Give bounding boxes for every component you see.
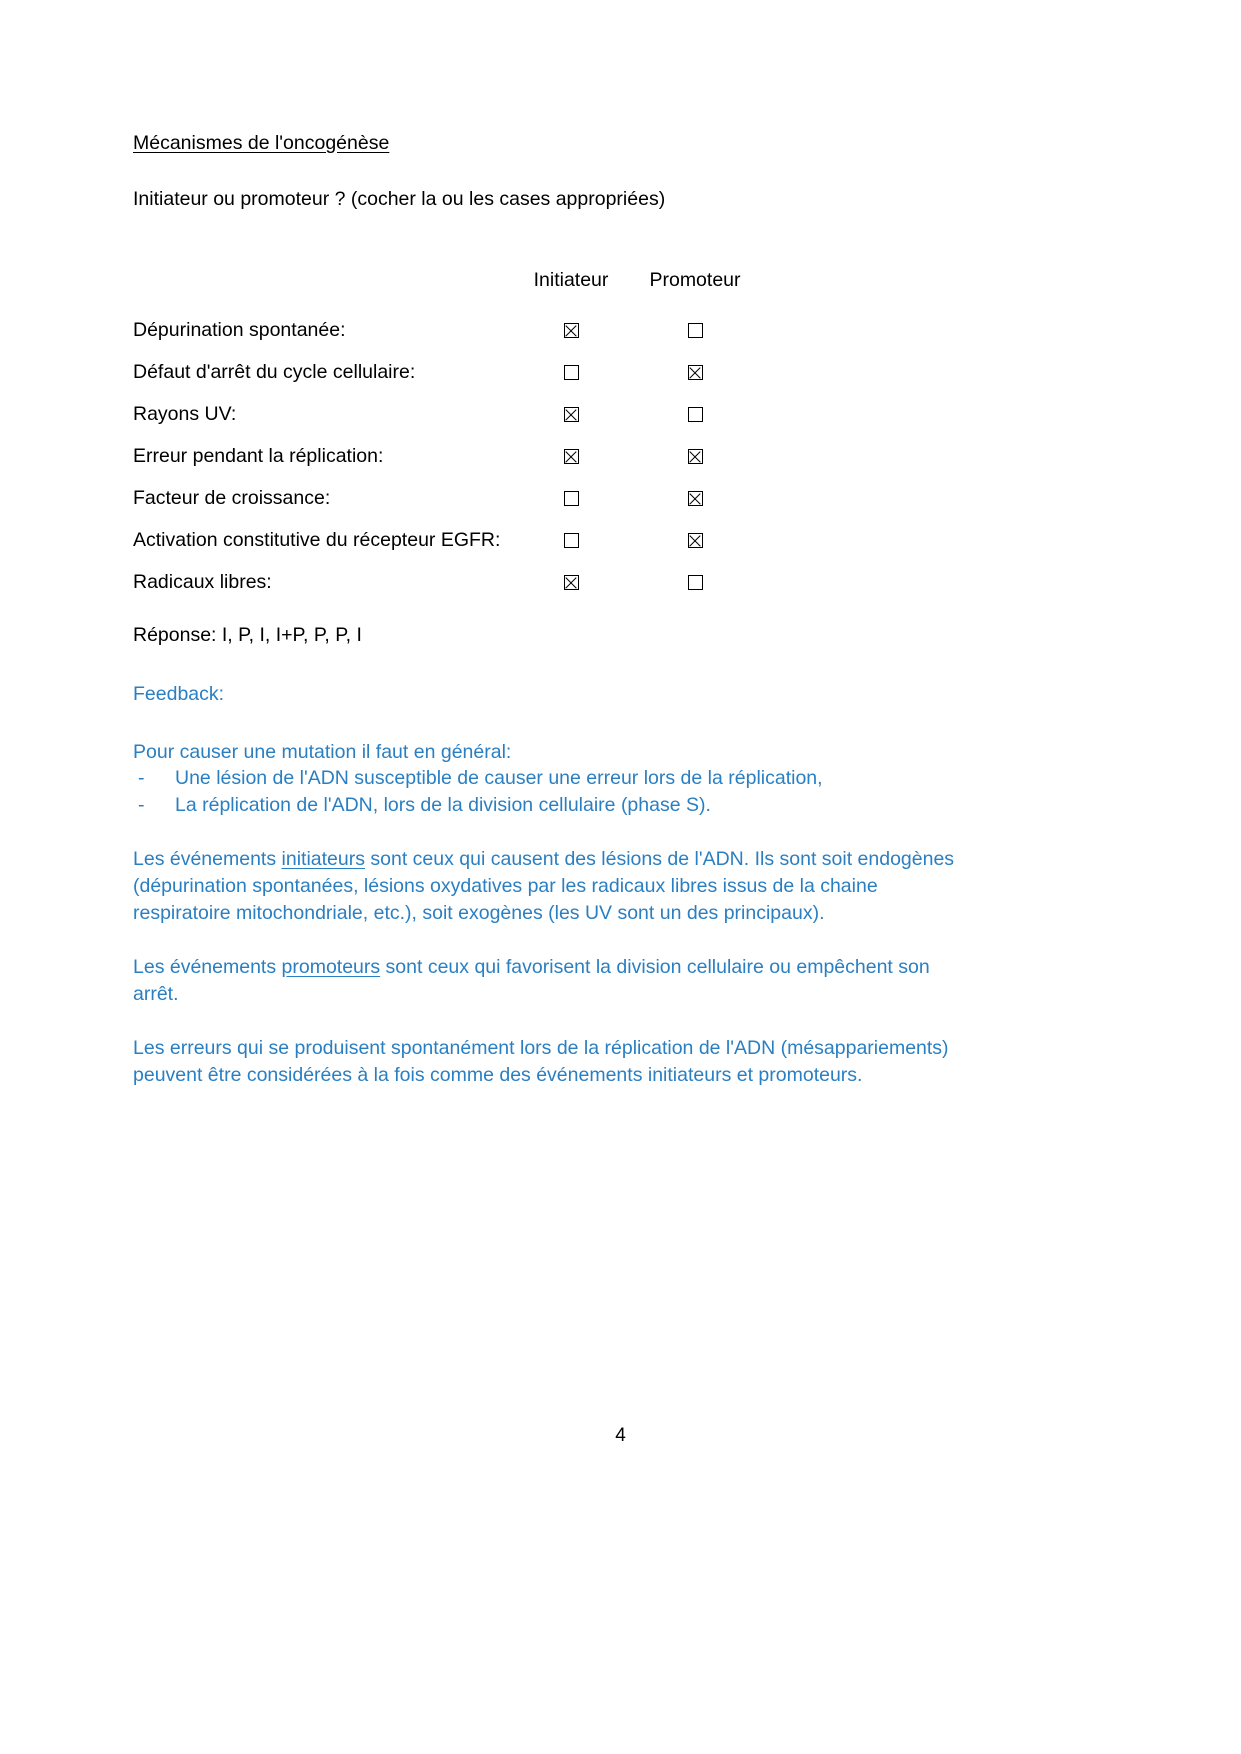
- table-row: [133, 360, 753, 402]
- bullet-dash-icon: -: [138, 794, 145, 816]
- checkbox-unchecked-icon[interactable]: [688, 323, 703, 338]
- row-label: Défaut d'arrêt du cycle cellulaire:: [133, 361, 416, 383]
- column-header-label: [133, 268, 505, 318]
- page-title-text: Mécanismes de l'oncogénèse: [133, 132, 390, 154]
- row-label: Radicaux libres:: [133, 571, 272, 593]
- checkbox-table-body: [133, 318, 753, 612]
- checkbox-checked-icon[interactable]: [688, 365, 703, 380]
- feedback-paragraph-promoteurs: [133, 954, 963, 1008]
- page-title: [133, 130, 1093, 156]
- instruction-text: Initiateur ou promoteur ? (cocher la ou les cases appropriées): [133, 188, 666, 210]
- checkbox-checked-icon[interactable]: [564, 449, 579, 464]
- document-content: [133, 130, 1093, 1089]
- feedback-paragraph-erreurs: [133, 1035, 963, 1089]
- list-item: [133, 792, 1093, 819]
- paragraph-underlined-term: promoteurs: [281, 956, 381, 978]
- checkbox-cell-promoteur[interactable]: [637, 486, 753, 528]
- checkbox-cell-promoteur[interactable]: [637, 360, 753, 402]
- row-label: Activation constitutive du récepteur EGFR:: [133, 529, 501, 551]
- paragraph-text-before: Les erreurs qui se produisent spontanément lors de la réplication de l'ADN (mésappariements) peuvent être considérées à la fois comme des événements initiateurs et promoteurs.: [133, 1037, 949, 1086]
- paragraph-text-before: Les événements: [133, 848, 282, 870]
- checkbox-table: [133, 268, 753, 612]
- paragraph-text-after: sont ceux qui favorisent la division cellulaire ou empêchent son arrêt.: [133, 956, 930, 1005]
- feedback-bullet-list: [133, 765, 1093, 819]
- paragraph-text-after: sont ceux qui causent des lésions de l'ADN. Ils sont soit endogènes (dépurination spontanées, lésions oxydatives par les radicaux libres issus de la chaine respiratoire mitochondriale, etc.), soit exogènes (les UV sont un des principaux).: [133, 848, 955, 924]
- paragraph-underlined-term: initiateurs: [281, 848, 365, 870]
- checkbox-unchecked-icon[interactable]: [688, 575, 703, 590]
- checkbox-cell-initiateur[interactable]: [505, 528, 637, 570]
- feedback-heading: Feedback:: [133, 683, 225, 705]
- checkbox-unchecked-icon[interactable]: [564, 491, 579, 506]
- checkbox-checked-icon[interactable]: [688, 533, 703, 548]
- checkbox-unchecked-icon[interactable]: [688, 407, 703, 422]
- column-header-promoteur: Promoteur: [649, 269, 741, 291]
- table-row: [133, 402, 753, 444]
- checkbox-cell-promoteur[interactable]: [637, 402, 753, 444]
- checkbox-cell-initiateur[interactable]: [505, 486, 637, 528]
- checkbox-cell-promoteur[interactable]: [637, 318, 753, 360]
- checkbox-cell-initiateur[interactable]: [505, 402, 637, 444]
- list-item: [133, 765, 1093, 792]
- row-label: Facteur de croissance:: [133, 487, 331, 509]
- checkbox-cell-initiateur[interactable]: [505, 360, 637, 402]
- table-row: [133, 318, 753, 360]
- answer-line: Réponse: I, P, I, I+P, P, P, I: [133, 624, 362, 646]
- page-number: 4: [615, 1425, 626, 1446]
- table-row: [133, 528, 753, 570]
- paragraph-text-before: Les événements: [133, 956, 282, 978]
- row-label: Dépurination spontanée:: [133, 319, 346, 341]
- bullet-dash-icon: -: [138, 767, 145, 789]
- table-header-row: [133, 268, 753, 318]
- checkbox-cell-initiateur[interactable]: [505, 444, 637, 486]
- list-item-label: Une lésion de l'ADN susceptible de causer une erreur lors de la réplication,: [175, 767, 823, 789]
- checkbox-cell-initiateur[interactable]: [505, 570, 637, 612]
- checkbox-checked-icon[interactable]: [564, 407, 579, 422]
- row-label: Erreur pendant la réplication:: [133, 445, 384, 467]
- feedback-paragraph-initiateurs: [133, 846, 963, 927]
- checkbox-unchecked-icon[interactable]: [564, 365, 579, 380]
- table-row: [133, 486, 753, 528]
- checkbox-cell-promoteur[interactable]: [637, 528, 753, 570]
- checkbox-unchecked-icon[interactable]: [564, 533, 579, 548]
- checkbox-cell-initiateur[interactable]: [505, 318, 637, 360]
- feedback-lead: Pour causer une mutation il faut en général:: [133, 741, 512, 763]
- checkbox-checked-icon[interactable]: [564, 575, 579, 590]
- table-row: [133, 570, 753, 612]
- checkbox-checked-icon[interactable]: [688, 449, 703, 464]
- checkbox-cell-promoteur[interactable]: [637, 570, 753, 612]
- table-row: [133, 444, 753, 486]
- checkbox-cell-promoteur[interactable]: [637, 444, 753, 486]
- checkbox-checked-icon[interactable]: [688, 491, 703, 506]
- checkbox-checked-icon[interactable]: [564, 323, 579, 338]
- column-header-initiateur: Initiateur: [533, 269, 609, 291]
- list-item-label: La réplication de l'ADN, lors de la division cellulaire (phase S).: [175, 794, 711, 816]
- row-label: Rayons UV:: [133, 403, 237, 425]
